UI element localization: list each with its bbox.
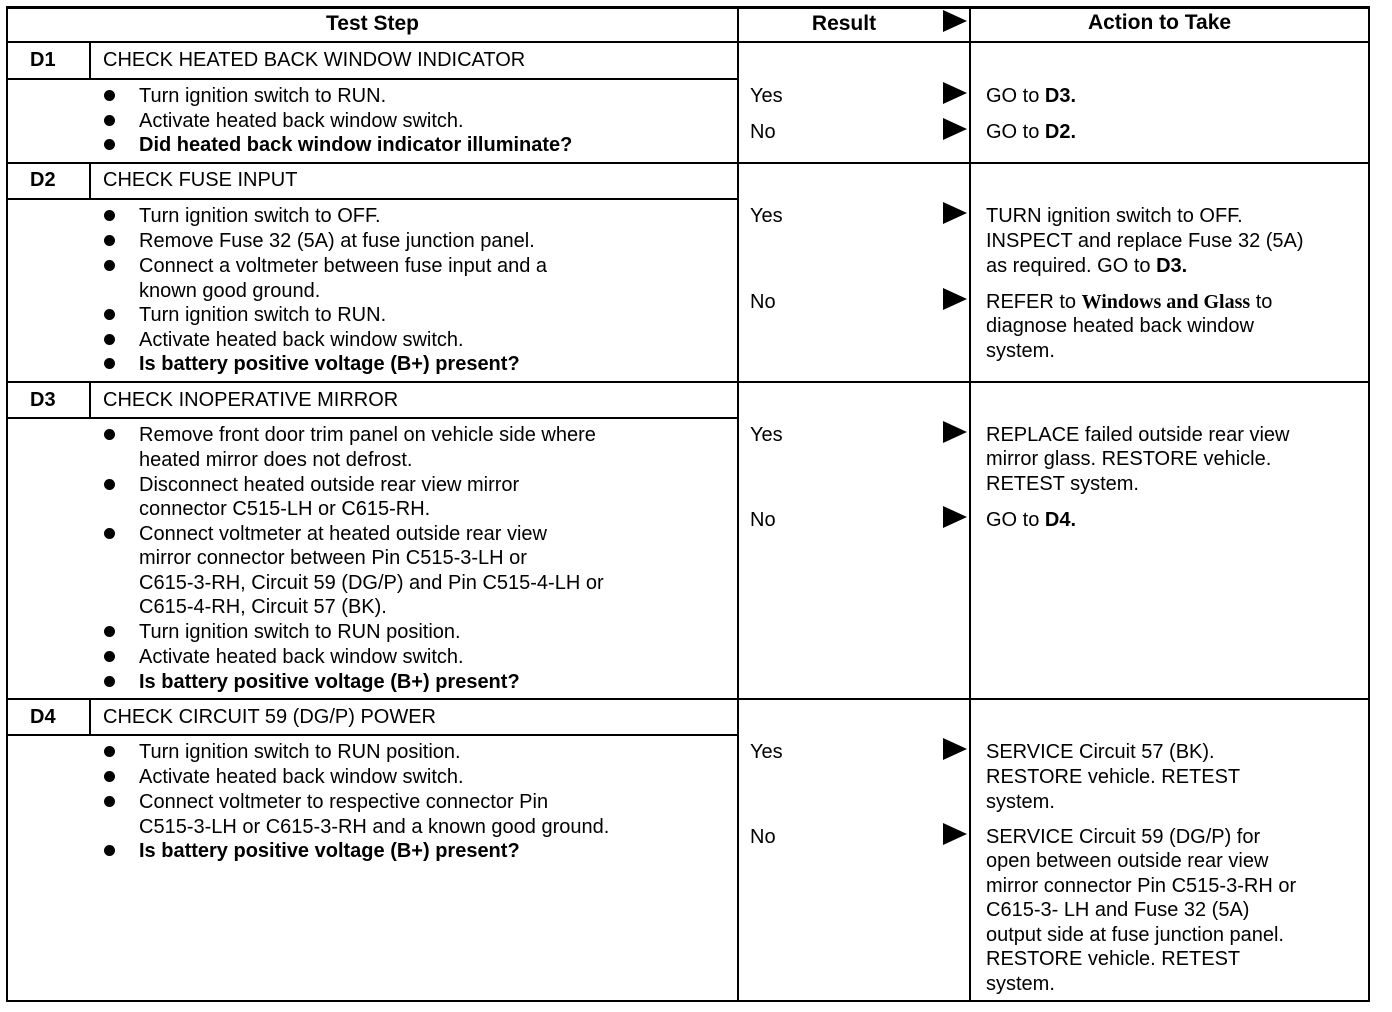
action-text: INSPECT and replace Fuse 32 (5A) — [986, 230, 1304, 252]
bullet-icon — [104, 651, 115, 662]
header-divider — [6, 41, 1370, 43]
action-text: system. — [986, 973, 1055, 995]
bullet-icon — [104, 528, 115, 539]
bullet-icon — [104, 429, 115, 440]
bullet-icon — [104, 115, 115, 126]
title-underline-d3 — [6, 417, 739, 419]
column-divider-action — [969, 6, 971, 1002]
step-id: D4 — [30, 706, 56, 728]
table-border-left — [6, 6, 8, 1002]
bullet-icon — [104, 626, 115, 637]
bullet-icon — [104, 260, 115, 271]
row-divider-d3 — [6, 381, 1370, 383]
step-title: CHECK FUSE INPUT — [103, 169, 298, 191]
result-arrow-icon — [943, 738, 967, 760]
step-instruction: Activate heated back window switch. — [139, 329, 464, 351]
step-instruction: Turn ignition switch to RUN. — [139, 304, 387, 326]
action-text: REFER to Windows and Glass to — [986, 291, 1273, 313]
action-text: GO to D4. — [986, 509, 1077, 531]
step-instruction: Turn ignition switch to RUN. — [139, 85, 387, 107]
header-test-step: Test Step — [326, 12, 419, 35]
step-question: Is battery positive voltage (B+) present? — [139, 671, 520, 693]
step-instruction: Remove Fuse 32 (5A) at fuse junction panel. — [139, 230, 535, 252]
result-no: No — [750, 826, 776, 848]
action-text: SERVICE Circuit 59 (DG/P) for — [986, 826, 1261, 848]
result-arrow-icon — [943, 823, 967, 845]
action-text: GO to D2. — [986, 121, 1077, 143]
action-text: SERVICE Circuit 57 (BK). — [986, 741, 1215, 763]
step-id: D3 — [30, 389, 56, 411]
bullet-icon — [104, 334, 115, 345]
id-divider-d4 — [89, 698, 91, 736]
action-text: as required. GO to D3. — [986, 255, 1188, 277]
result-arrow-icon — [943, 506, 967, 528]
bullet-icon — [104, 90, 115, 101]
table-border-top — [6, 6, 1370, 9]
result-no: No — [750, 291, 776, 313]
step-instruction-cont: C515-3-LH or C615-3-RH and a known good ground. — [139, 816, 610, 838]
action-text: system. — [986, 340, 1055, 362]
bullet-icon — [104, 796, 115, 807]
id-divider-d3 — [89, 381, 91, 419]
step-instruction: Remove front door trim panel on vehicle side where — [139, 424, 596, 446]
table-border-bottom — [6, 1000, 1370, 1002]
bullet-icon — [104, 309, 115, 320]
result-yes: Yes — [750, 205, 783, 227]
action-text: diagnose heated back window — [986, 315, 1254, 337]
action-text: RESTORE vehicle. RETEST — [986, 948, 1241, 970]
step-title: CHECK CIRCUIT 59 (DG/P) POWER — [103, 706, 436, 728]
header-action: Action to Take — [1087, 11, 1232, 34]
result-arrow-icon — [943, 288, 967, 310]
step-instruction-cont: C615-4-RH, Circuit 57 (BK). — [139, 596, 387, 618]
step-question: Is battery positive voltage (B+) present? — [139, 840, 520, 862]
action-text: RESTORE vehicle. RETEST — [986, 766, 1241, 788]
bullet-icon — [104, 845, 115, 856]
action-text: system. — [986, 791, 1055, 813]
step-id: D2 — [30, 169, 56, 191]
bullet-icon — [104, 746, 115, 757]
row-divider-d4 — [6, 698, 1370, 700]
bullet-icon — [104, 358, 115, 369]
step-instruction-cont: heated mirror does not defrost. — [139, 449, 413, 471]
action-text: open between outside rear view — [986, 850, 1269, 872]
result-arrow-icon — [943, 202, 967, 224]
step-title: CHECK HEATED BACK WINDOW INDICATOR — [103, 49, 526, 71]
bullet-icon — [104, 676, 115, 687]
action-text: mirror connector Pin C515-3-RH or — [986, 875, 1297, 897]
result-arrow-icon — [943, 118, 967, 140]
header-result: Result — [811, 12, 877, 35]
result-yes: Yes — [750, 424, 783, 446]
title-underline-d1 — [6, 78, 739, 80]
bullet-icon — [104, 479, 115, 490]
step-instruction: Turn ignition switch to RUN position. — [139, 741, 461, 763]
step-instruction-cont: known good ground. — [139, 280, 321, 302]
bullet-icon — [104, 235, 115, 246]
action-text: REPLACE failed outside rear view — [986, 424, 1290, 446]
bullet-icon — [104, 139, 115, 150]
column-divider-result — [737, 6, 739, 1002]
step-instruction: Activate heated back window switch. — [139, 646, 464, 668]
step-title: CHECK INOPERATIVE MIRROR — [103, 389, 399, 411]
action-text: mirror glass. RESTORE vehicle. — [986, 448, 1272, 470]
step-question: Is battery positive voltage (B+) present? — [139, 353, 520, 375]
id-divider-d2 — [89, 162, 91, 200]
step-instruction-cont: mirror connector between Pin C515-3-LH or — [139, 547, 527, 569]
result-no: No — [750, 121, 776, 143]
step-instruction-cont: connector C515-LH or C615-RH. — [139, 498, 431, 520]
bullet-icon — [104, 771, 115, 782]
action-text: GO to D3. — [986, 85, 1077, 107]
id-divider-d1 — [89, 41, 91, 80]
step-question: Did heated back window indicator illuminate? — [139, 134, 573, 156]
title-underline-d4 — [6, 734, 739, 736]
step-instruction: Connect voltmeter to respective connector Pin — [139, 791, 549, 813]
action-text: output side at fuse junction panel. — [986, 924, 1284, 946]
bullet-icon — [104, 210, 115, 221]
step-instruction-cont: C615-3-RH, Circuit 59 (DG/P) and Pin C515-4-LH or — [139, 572, 604, 594]
step-instruction: Connect voltmeter at heated outside rear view — [139, 523, 547, 545]
step-instruction: Connect a voltmeter between fuse input and a — [139, 255, 548, 277]
action-text: TURN ignition switch to OFF. — [986, 205, 1243, 227]
result-yes: Yes — [750, 85, 783, 107]
row-divider-d2 — [6, 162, 1370, 164]
table-border-right — [1368, 6, 1370, 1002]
result-no: No — [750, 509, 776, 531]
result-arrow-icon — [943, 82, 967, 104]
title-underline-d2 — [6, 198, 739, 200]
step-instruction: Activate heated back window switch. — [139, 766, 464, 788]
result-arrow-icon — [943, 421, 967, 443]
action-text: C615-3- LH and Fuse 32 (5A) — [986, 899, 1250, 921]
action-text: RETEST system. — [986, 473, 1139, 495]
step-instruction: Turn ignition switch to RUN position. — [139, 621, 461, 643]
step-id: D1 — [30, 49, 56, 71]
header-arrow-icon — [943, 10, 967, 32]
step-instruction: Activate heated back window switch. — [139, 110, 464, 132]
step-instruction: Turn ignition switch to OFF. — [139, 205, 381, 227]
step-instruction: Disconnect heated outside rear view mirror — [139, 474, 520, 496]
result-yes: Yes — [750, 741, 783, 763]
